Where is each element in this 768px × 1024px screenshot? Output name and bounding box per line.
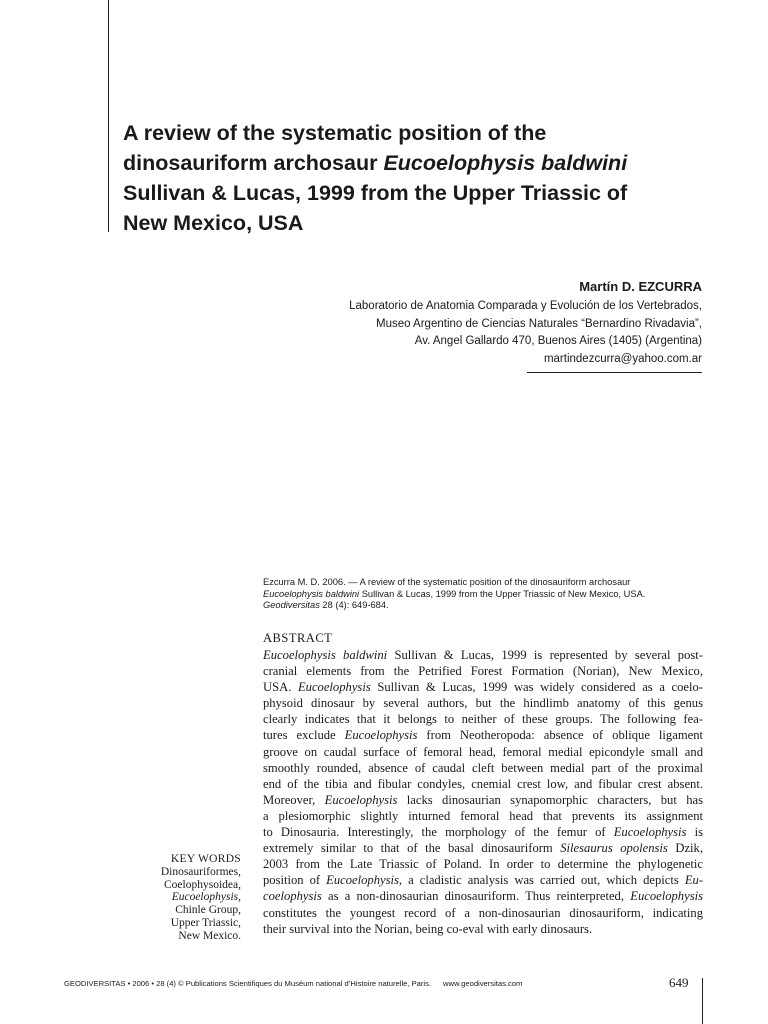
abstract-italic-term: Eucoelophysis [344,728,418,743]
abstract-italic-term: Silesaurus opolensis [560,841,668,856]
abstract-line [263,840,703,856]
abstract-text: from Neotheropoda: absence of oblique ligament [417,728,703,743]
abstract-body [263,647,703,937]
abstract-line [263,808,703,824]
abstract-line [263,905,703,921]
abstract-text: end of the tibia and fibular condyles, cnemial crest low, and fibular crest absent. [263,776,703,791]
keyword-item: New Mexico. [178,929,241,942]
abstract-text: as a non-dinosaurian dinosauriform. Thus reinterpreted, [321,889,631,904]
citation-line-2 [263,589,708,601]
abstract-line [263,921,703,937]
abstract-text: cranial elements from the Petrified Forest Formation (Norian), New Mexico, [263,664,703,679]
citation [263,577,708,612]
citation-species: Eucoelophysis baldwini [263,588,360,599]
abstract-text: clearly indicates that it belongs to neither of these groups. The following fea- [263,712,703,727]
keyword-item: Eucoelophysis, [171,891,241,904]
abstract-text: extremely similar to that of the basal dinosauriform [263,841,561,856]
page-number: 649 [669,975,689,990]
article-title [123,118,713,238]
keywords-block [161,853,241,943]
abstract-line [263,824,703,840]
affiliation-line: Av. Angel Gallardo 470, Buenos Aires (1405) (Argentina) [414,335,702,347]
citation-line-3 [263,600,708,612]
author-block [349,278,702,368]
abstract-text: 2003 from the Late Triassic of Poland. In order to determine the phylogenetic [263,857,703,872]
abstract-text: smoothly rounded, absence of caudal cleft between medial part of the proximal [263,760,703,775]
abstract-line [263,792,703,808]
abstract-text: Sullivan & Lucas, 1999 is represented by several post- [387,648,703,662]
abstract-text: to Dinosauria. Interestingly, the morphology of the femur of [263,825,614,840]
abstract-text: their survival into the Norian, being co-eval with early dinosaurs. [263,921,593,936]
abstract-line [263,679,703,695]
abstract-italic-term: Eucoelophysis [613,825,687,840]
abstract-line [263,760,703,776]
author-name: Martín D. EZCURRA [579,279,702,294]
abstract-italic-term: Eucoelophysis [326,873,399,888]
abstract-text: , a cladistic analysis was carried out, which depicts [398,873,685,888]
title-line-4: New Mexico, USA [123,211,304,235]
abstract-line [263,888,703,904]
abstract-italic-term: Eucoelophysis [630,889,703,904]
title-line-1: A review of the systematic position of the [123,121,547,145]
citation-line-1: Ezcurra M. D. 2006. — A review of the systematic position of the dinosauriform archosaur [263,577,631,587]
abstract-italic-term: Eucoelophysis baldwini [263,648,388,662]
title-species-name: Eucoelophysis baldwini [383,151,628,175]
abstract-section [263,630,703,937]
abstract-heading: ABSTRACT [263,631,333,645]
abstract-text: USA. [263,680,298,695]
keywords-heading: KEY WORDS [170,853,241,865]
abstract-text: Moreover, [263,792,325,807]
author-email: martindezcurra@yahoo.com.ar [543,352,702,365]
abstract-text: lacks dinosaurian synapomorphic characters, but has [397,792,703,807]
title-line-2 [123,148,713,178]
footer-rule [702,978,703,1024]
page-footer [64,979,522,989]
title-line-3: Sullivan & Lucas, 1999 from the Upper Triassic of [123,181,628,205]
abstract-text: Dzik, [667,841,703,856]
abstract-text: constitutes the youngest record of a non-dinosaurian dinosauriform, indicating [263,905,703,920]
abstract-line [263,872,703,888]
abstract-text: Sullivan & Lucas, 1999 was widely considered as a coelo- [370,680,703,695]
keyword-item: Upper Triassic, [170,916,241,929]
abstract-line [263,711,703,727]
keyword-item: Dinosauriformes, [160,865,241,878]
abstract-line [263,727,703,743]
citation-volume: 28 (4): 649-684. [319,600,389,610]
abstract-italic-term: coelophysis [263,889,322,904]
abstract-italic-term: Eucoelophysis [297,680,371,695]
abstract-text: position of [263,873,327,888]
keyword-item: Chinle Group, [175,904,241,917]
keyword-item: Coelophysoidea, [164,878,241,891]
citation-line-2-text: Sullivan & Lucas, 1999 from the Upper Triassic of New Mexico, USA. [359,588,646,599]
left-margin-rule [108,0,109,232]
author-divider [527,372,702,373]
abstract-italic-term: Eu- [684,873,704,888]
affiliation-line: Laboratorio de Anatomia Comparada y Evolución de los Vertebrados, [349,300,702,312]
abstract-line [263,647,703,663]
abstract-line [263,776,703,792]
footer-url: www.geodiversitas.com [443,979,523,988]
abstract-line [263,856,703,872]
abstract-text: tures exclude [263,728,345,743]
abstract-text: groove on caudal surface of femoral head, femoral medial epicondyle small and [263,744,703,759]
affiliation-line: Museo Argentino de Ciencias Naturales “Bernardino Rivadavia”, [375,317,702,330]
title-line-2-text: dinosauriform archosaur [123,151,384,175]
abstract-text: physoid dinosaur by several authors, but the hindlimb anatomy of this genus [263,696,703,711]
abstract-italic-term: Eucoelophysis [324,792,398,807]
abstract-text: a plesiomorphic slightly inturned femoral head that prevents its assignment [263,808,703,823]
footer-journal-info: GEODIVERSITAS • 2006 • 28 (4) © Publications Scientifiques du Muséum national d’Histoire naturelle, Paris. [64,979,432,988]
abstract-line [263,663,703,679]
abstract-text: is [686,825,703,840]
abstract-line [263,695,703,711]
abstract-line [263,744,703,760]
citation-journal: Geodiversitas [263,600,320,610]
